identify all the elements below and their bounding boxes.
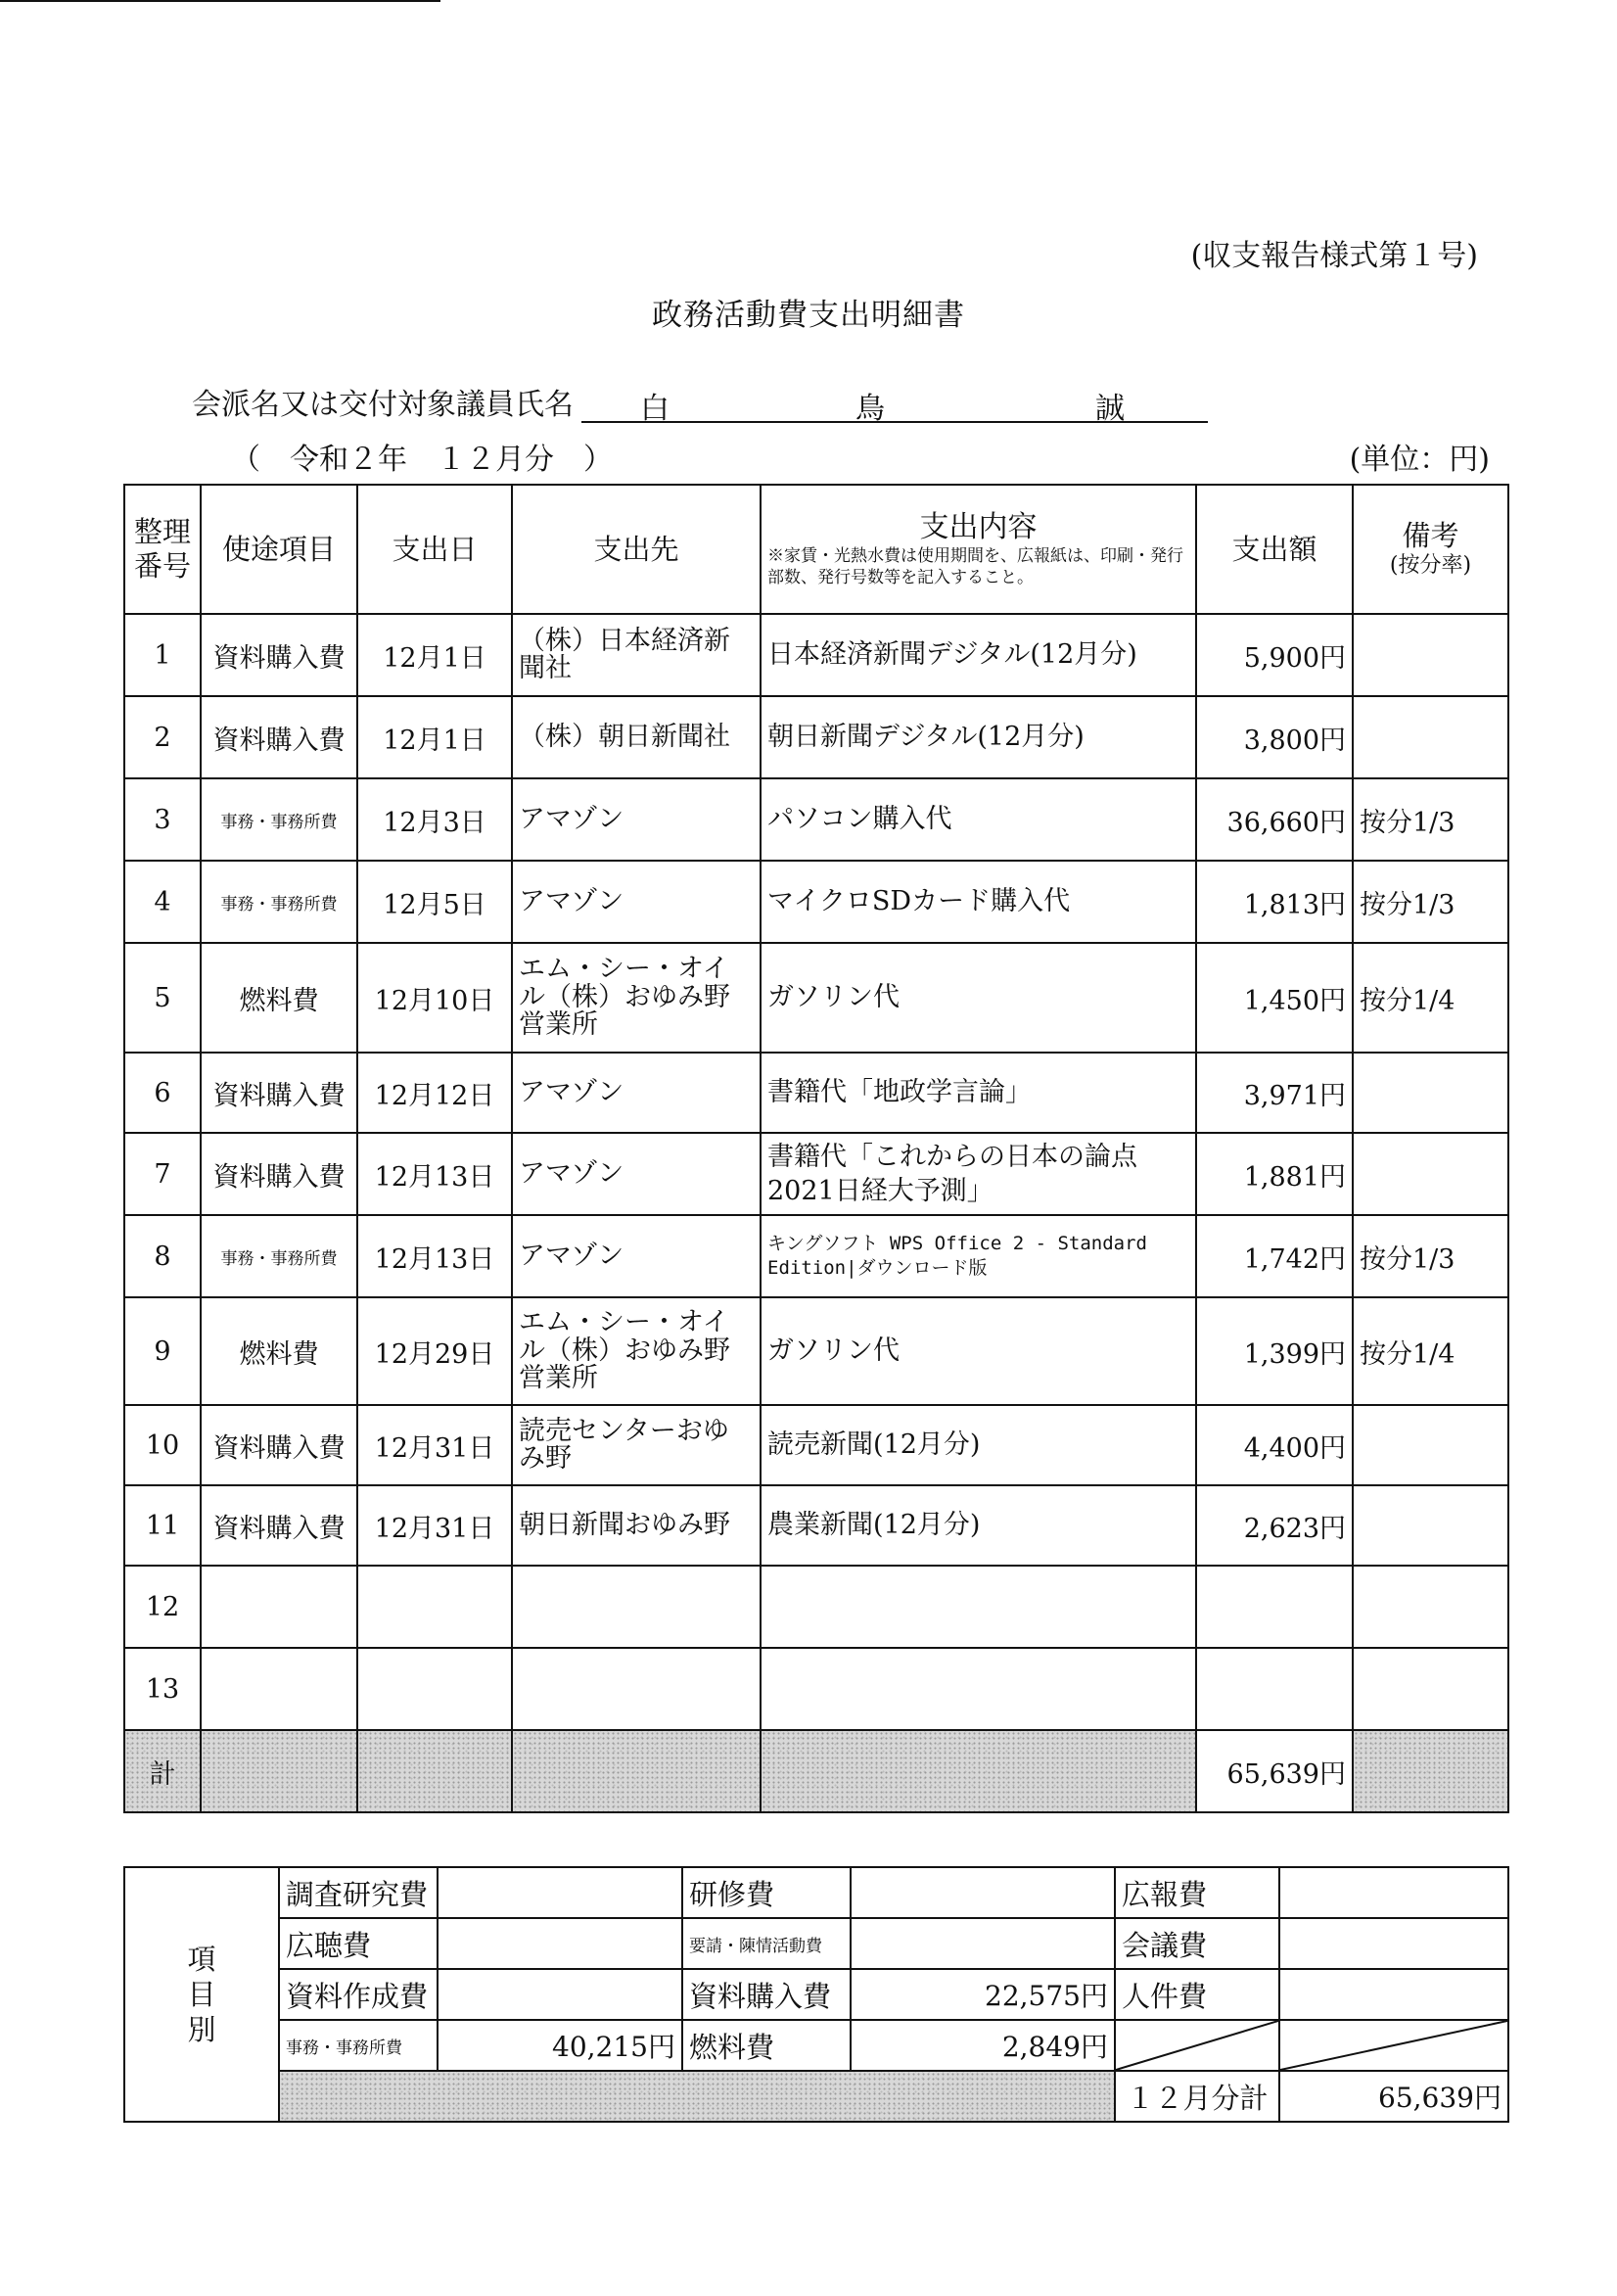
col-header-remarks <box>1353 485 1508 614</box>
row-payee: アマゾン <box>512 861 761 943</box>
row-content: 書籍代「地政学言論」 <box>761 1053 1196 1133</box>
summary-value <box>438 1969 682 2020</box>
row-payee: 朝日新聞おゆみ野 <box>512 1485 761 1566</box>
row-no: 7 <box>124 1133 201 1215</box>
row-date: 12月5日 <box>357 861 512 943</box>
row-content: 日本経済新聞デジタル(12月分) <box>761 614 1196 696</box>
col-header-remarks-title: 備考 <box>1402 519 1459 553</box>
row-payee: アマゾン <box>512 1133 761 1215</box>
row-date: 12月31日 <box>357 1405 512 1485</box>
col-header-category: 使途項目 <box>201 485 357 614</box>
summary-diagonal-cell <box>1279 2020 1508 2071</box>
row-remarks: 按分1/3 <box>1353 778 1508 861</box>
row-no: 4 <box>124 861 201 943</box>
row-date: 12月10日 <box>357 943 512 1053</box>
summary-shaded-cell <box>279 2071 1115 2122</box>
row-date: 12月13日 <box>357 1133 512 1215</box>
summary-value <box>1279 1918 1508 1969</box>
row-remarks <box>1353 1566 1508 1648</box>
table-row <box>124 1405 1508 1485</box>
category-summary-table <box>123 1866 1509 2123</box>
summary-value <box>438 1918 682 1969</box>
row-content <box>761 1566 1196 1648</box>
row-no: 13 <box>124 1648 201 1730</box>
summary-value: 40,215円 <box>438 2020 682 2071</box>
row-date <box>357 1566 512 1648</box>
row-payee <box>512 1648 761 1730</box>
member-name-field <box>581 384 1208 426</box>
total-shaded-cell <box>1353 1730 1508 1812</box>
row-amount: 4,400円 <box>1196 1405 1353 1485</box>
col-header-payee: 支出先 <box>512 485 761 614</box>
row-amount <box>1196 1648 1353 1730</box>
row-amount: 3,971円 <box>1196 1053 1353 1133</box>
scan-edge-mark <box>0 0 440 2</box>
row-content: ガソリン代 <box>761 943 1196 1053</box>
summary-diagonal-cell <box>1115 2020 1279 2071</box>
col-header-no: 整理番号 <box>124 485 201 614</box>
col-header-content-note: ※家賃・光熱水費は使用期間を、広報紙は、印刷・発行部数、発行号数等を記入すること。 <box>767 545 1183 587</box>
summary-total-row <box>124 2071 1508 2122</box>
table-row <box>124 1215 1508 1297</box>
table-row <box>124 614 1508 696</box>
total-shaded-cell <box>512 1730 761 1812</box>
summary-side-label-text: 項目別 <box>187 1942 216 2047</box>
row-no: 8 <box>124 1215 201 1297</box>
member-name-part-1: 白 <box>640 392 670 426</box>
row-category: 資料購入費 <box>201 1485 357 1566</box>
col-header-remarks-sub: (按分率) <box>1389 553 1472 579</box>
report-period: （ 令和２年 １２月分 ） <box>231 443 613 477</box>
row-remarks <box>1353 696 1508 778</box>
row-no: 5 <box>124 943 201 1053</box>
row-remarks <box>1353 1053 1508 1133</box>
row-date: 12月1日 <box>357 696 512 778</box>
table-row <box>124 696 1508 778</box>
month-total-label: １２月分計 <box>1115 2071 1279 2122</box>
row-remarks: 按分1/3 <box>1353 861 1508 943</box>
row-date: 12月3日 <box>357 778 512 861</box>
diagonal-line <box>1280 2021 1507 2070</box>
row-category: 資料購入費 <box>201 1053 357 1133</box>
unit-label: (単位：円) <box>1349 443 1490 477</box>
summary-label: 資料購入費 <box>682 1969 851 2020</box>
summary-row <box>124 1867 1508 1918</box>
summary-value <box>851 1867 1115 1918</box>
row-remarks <box>1353 614 1508 696</box>
total-amount: 65,639円 <box>1196 1730 1353 1812</box>
row-payee: （株）朝日新聞社 <box>512 696 761 778</box>
row-category: 資料購入費 <box>201 614 357 696</box>
row-date: 12月1日 <box>357 614 512 696</box>
total-shaded-cell <box>201 1730 357 1812</box>
summary-value: 22,575円 <box>851 1969 1115 2020</box>
row-content <box>761 1648 1196 1730</box>
summary-row <box>124 1969 1508 2020</box>
summary-label: 事務・事務所費 <box>279 2020 438 2071</box>
row-no: 3 <box>124 778 201 861</box>
row-category: 事務・事務所費 <box>201 861 357 943</box>
row-amount: 1,813円 <box>1196 861 1353 943</box>
table-row <box>124 861 1508 943</box>
row-category: 事務・事務所費 <box>201 1215 357 1297</box>
row-payee: アマゾン <box>512 1215 761 1297</box>
col-header-date: 支出日 <box>357 485 512 614</box>
document-title: 政務活動費支出明細書 <box>652 298 965 333</box>
row-remarks: 按分1/4 <box>1353 1297 1508 1405</box>
table-row <box>124 1648 1508 1730</box>
summary-label: 資料作成費 <box>279 1969 438 2020</box>
row-content: キングソフト WPS Office 2 - Standard Edition|ダウンロード版 <box>761 1215 1196 1297</box>
row-no: 9 <box>124 1297 201 1405</box>
table-row <box>124 1566 1508 1648</box>
summary-value <box>1279 1969 1508 2020</box>
row-category <box>201 1648 357 1730</box>
col-header-content-title: 支出内容 <box>919 509 1038 544</box>
table-row <box>124 1485 1508 1566</box>
row-category: 事務・事務所費 <box>201 778 357 861</box>
row-category: 燃料費 <box>201 943 357 1053</box>
table-row <box>124 1053 1508 1133</box>
summary-value <box>438 1867 682 1918</box>
summary-label: 研修費 <box>682 1867 851 1918</box>
row-amount: 1,399円 <box>1196 1297 1353 1405</box>
row-no: 6 <box>124 1053 201 1133</box>
row-content: マイクロSDカード購入代 <box>761 861 1196 943</box>
row-date <box>357 1648 512 1730</box>
total-label: 計 <box>124 1730 201 1812</box>
row-date: 12月29日 <box>357 1297 512 1405</box>
member-name-part-2: 鳥 <box>855 392 885 426</box>
row-payee: （株）日本経済新聞社 <box>512 614 761 696</box>
row-payee: 読売センターおゆみ野 <box>512 1405 761 1485</box>
row-amount: 2,623円 <box>1196 1485 1353 1566</box>
row-content: 朝日新聞デジタル(12月分) <box>761 696 1196 778</box>
row-payee: エム・シー・オイル（株）おゆみ野営業所 <box>512 1297 761 1405</box>
summary-value <box>851 1918 1115 1969</box>
table-row <box>124 1133 1508 1215</box>
row-remarks <box>1353 1133 1508 1215</box>
row-amount: 1,450円 <box>1196 943 1353 1053</box>
summary-row <box>124 2020 1508 2071</box>
row-no: 11 <box>124 1485 201 1566</box>
row-payee: アマゾン <box>512 1053 761 1133</box>
summary-label: 要請・陳情活動費 <box>682 1918 851 1969</box>
total-shaded-cell <box>357 1730 512 1812</box>
row-amount: 36,660円 <box>1196 778 1353 861</box>
summary-label: 広報費 <box>1115 1867 1279 1918</box>
row-category: 資料購入費 <box>201 1133 357 1215</box>
col-header-amount: 支出額 <box>1196 485 1353 614</box>
summary-label: 人件費 <box>1115 1969 1279 2020</box>
row-content: 農業新聞(12月分) <box>761 1485 1196 1566</box>
row-remarks <box>1353 1648 1508 1730</box>
table-header-row <box>124 485 1508 614</box>
form-number: (収支報告様式第１号) <box>1190 239 1478 273</box>
expense-table <box>123 484 1509 1813</box>
row-remarks <box>1353 1405 1508 1485</box>
month-total-value: 65,639円 <box>1279 2071 1508 2122</box>
row-date: 12月31日 <box>357 1485 512 1566</box>
row-date: 12月13日 <box>357 1215 512 1297</box>
summary-label: 会議費 <box>1115 1918 1279 1969</box>
member-name-part-3: 誠 <box>1095 392 1125 426</box>
summary-value: 2,849円 <box>851 2020 1115 2071</box>
member-line <box>192 380 1208 426</box>
row-payee: エム・シー・オイル（株）おゆみ野営業所 <box>512 943 761 1053</box>
diagonal-line <box>1116 2021 1278 2070</box>
summary-value <box>1279 1867 1508 1918</box>
row-amount: 5,900円 <box>1196 614 1353 696</box>
row-category <box>201 1566 357 1648</box>
summary-label: 広聴費 <box>279 1918 438 1969</box>
table-row <box>124 943 1508 1053</box>
summary-side-label <box>124 1867 279 2122</box>
row-amount: 1,742円 <box>1196 1215 1353 1297</box>
row-category: 資料購入費 <box>201 1405 357 1485</box>
table-row <box>124 778 1508 861</box>
row-payee <box>512 1566 761 1648</box>
row-content: ガソリン代 <box>761 1297 1196 1405</box>
row-content: 書籍代「これからの日本の論点2021日経大予測」 <box>761 1133 1196 1215</box>
row-no: 1 <box>124 614 201 696</box>
row-no: 10 <box>124 1405 201 1485</box>
row-remarks <box>1353 1485 1508 1566</box>
member-label: 会派名又は交付対象議員氏名 <box>192 388 574 422</box>
summary-label: 燃料費 <box>682 2020 851 2071</box>
row-amount: 1,881円 <box>1196 1133 1353 1215</box>
row-category: 資料購入費 <box>201 696 357 778</box>
col-header-content <box>761 485 1196 614</box>
row-payee: アマゾン <box>512 778 761 861</box>
row-date: 12月12日 <box>357 1053 512 1133</box>
row-no: 2 <box>124 696 201 778</box>
table-row <box>124 1297 1508 1405</box>
row-content: 読売新聞(12月分) <box>761 1405 1196 1485</box>
summary-row <box>124 1918 1508 1969</box>
total-row <box>124 1730 1508 1812</box>
row-remarks: 按分1/4 <box>1353 943 1508 1053</box>
row-remarks: 按分1/3 <box>1353 1215 1508 1297</box>
summary-label: 調査研究費 <box>279 1867 438 1918</box>
row-no: 12 <box>124 1566 201 1648</box>
row-category: 燃料費 <box>201 1297 357 1405</box>
total-shaded-cell <box>761 1730 1196 1812</box>
row-amount <box>1196 1566 1353 1648</box>
row-content: パソコン購入代 <box>761 778 1196 861</box>
row-amount: 3,800円 <box>1196 696 1353 778</box>
